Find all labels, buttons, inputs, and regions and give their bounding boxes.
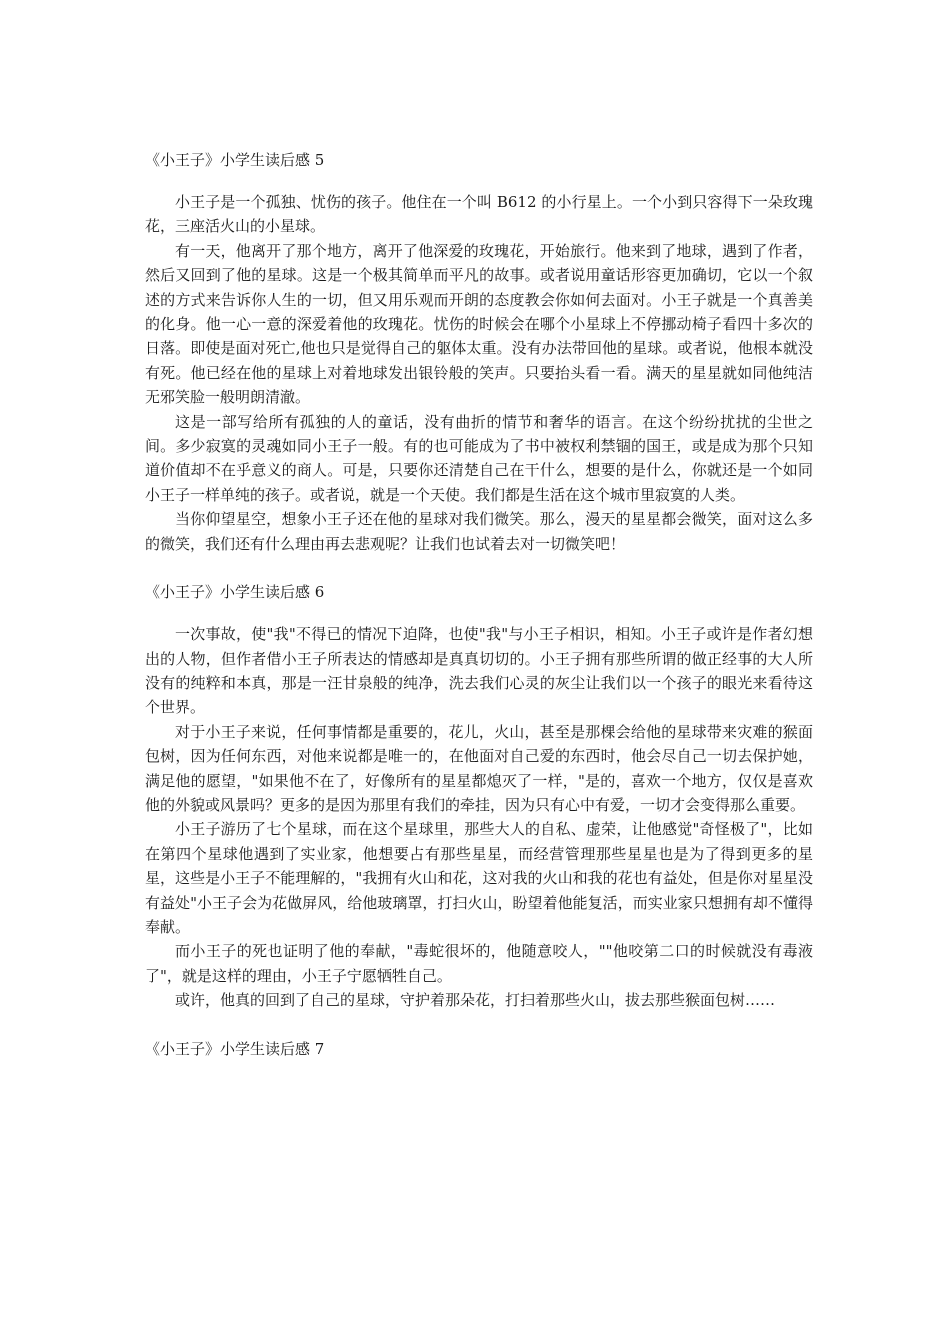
essay-section-5 [145, 148, 813, 556]
paragraph: 这是一部写给所有孤独的人的童话，没有曲折的情节和奢华的语言。在这个纷纷扰扰的尘世之间。多少寂寞的灵魂如同小王子一般。有的也可能成为了书中被权利禁锢的国王，或是成为那个只知道价值却不在乎意义的商人。可是，只要你还清楚自己在干什么，想要的是什么，你就还是一个如同小王子一样单纯的孩子。或者说，就是一个天使。我们都是生活在这个城市里寂寞的人类。 [145, 412, 813, 504]
essay-section-6 [145, 580, 813, 1013]
section-title: 《小王子》小学生读后感 6 [145, 583, 325, 602]
paragraph: 一次事故，使"我"不得已的情况下迫降，也使"我"与小王子相识，相知。小王子或许是作者幻想出的人物，但作者借小王子所表达的情感却是真真切切的。小王子拥有那些所谓的做正经事的大人所没有的纯粹和本真，那是一汪甘泉般的纯净，洗去我们心灵的灰尘让我们以一个孩子的眼光来看待这个世界。 [145, 625, 813, 717]
paragraph: 小王子是一个孤独、忧伤的孩子。他住在一个叫 B612 的小行星上。一个小到只容得下一朵玫瑰花，三座活火山的小星球。 [145, 193, 813, 236]
paragraph: 小王子游历了七个星球，而在这个星球里，那些大人的自私、虚荣，让他感觉"奇怪极了"，比如在第四个星球他遇到了实业家，他想要占有那些星星，而经营管理那些星星也是为了得到更多的星星，这些是小王子不能理解的，"我拥有火山和花，这对我的火山和我的花也有益处，但是你对星星没有益处"小王子会为花做屏风，给他玻璃罩，打扫火山，盼望着他能复活，而实业家只想拥有却不懂得奉献。 [145, 820, 813, 936]
section-title: 《小王子》小学生读后感 7 [145, 1039, 325, 1058]
paragraph: 对于小王子来说，任何事情都是重要的，花儿，火山，甚至是那棵会给他的星球带来灾难的猴面包树，因为任何东西，对他来说都是唯一的，在他面对自己爱的东西时，他会尽自己一切去保护她，满足他的愿望，"如果他不在了，好像所有的星星都熄灭了一样，"是的，喜欢一个地方，仅仅是喜欢他的外貌或风景吗？更多的是因为那里有我们的牵挂，因为只有心中有爱，一切才会变得那么重要。 [145, 722, 813, 814]
paragraph: 当你仰望星空，想象小王子还在他的星球对我们微笑。那么，漫天的星星都会微笑，面对这么多的微笑，我们还有什么理由再去悲观呢？让我们也试着去对一切微笑吧！ [145, 510, 813, 553]
section-title: 《小王子》小学生读后感 5 [145, 151, 325, 169]
essay-section-7 [145, 1037, 813, 1061]
paragraph: 有一天，他离开了那个地方，离开了他深爱的玫瑰花，开始旅行。他来到了地球，遇到了作者，然后又回到了他的星球。这是一个极其简单而平凡的故事。或者说用童话形容更加确切，它以一个叙述的方式来告诉你人生的一切，但又用乐观而开朗的态度教会你如何去面对。小王子就是一个真善美的化身。他一心一意的深爱着他的玫瑰花。忧伤的时候会在哪个小星球上不停挪动椅子看四十多次的日落。即使是面对死亡,他也只是觉得自己的躯体太重。没有办法带回他的星球。或者说，他根本就没有死。他已经在他的星球上对着地球发出银铃般的笑声。只要抬头看一看。满天的星星就如同他纯洁无邪笑脸一般明朗清澈。 [145, 241, 813, 407]
paragraph: 而小王子的死也证明了他的奉献，"毒蛇很坏的，他随意咬人，""他咬第二口的时候就没有毒液了"，就是这样的理由，小王子宁愿牺牲自己。 [145, 942, 813, 985]
paragraph: 或许，他真的回到了自己的星球，守护着那朵花，打扫着那些火山，拔去那些猴面包树…… [175, 991, 776, 1010]
document-page [145, 148, 813, 1061]
